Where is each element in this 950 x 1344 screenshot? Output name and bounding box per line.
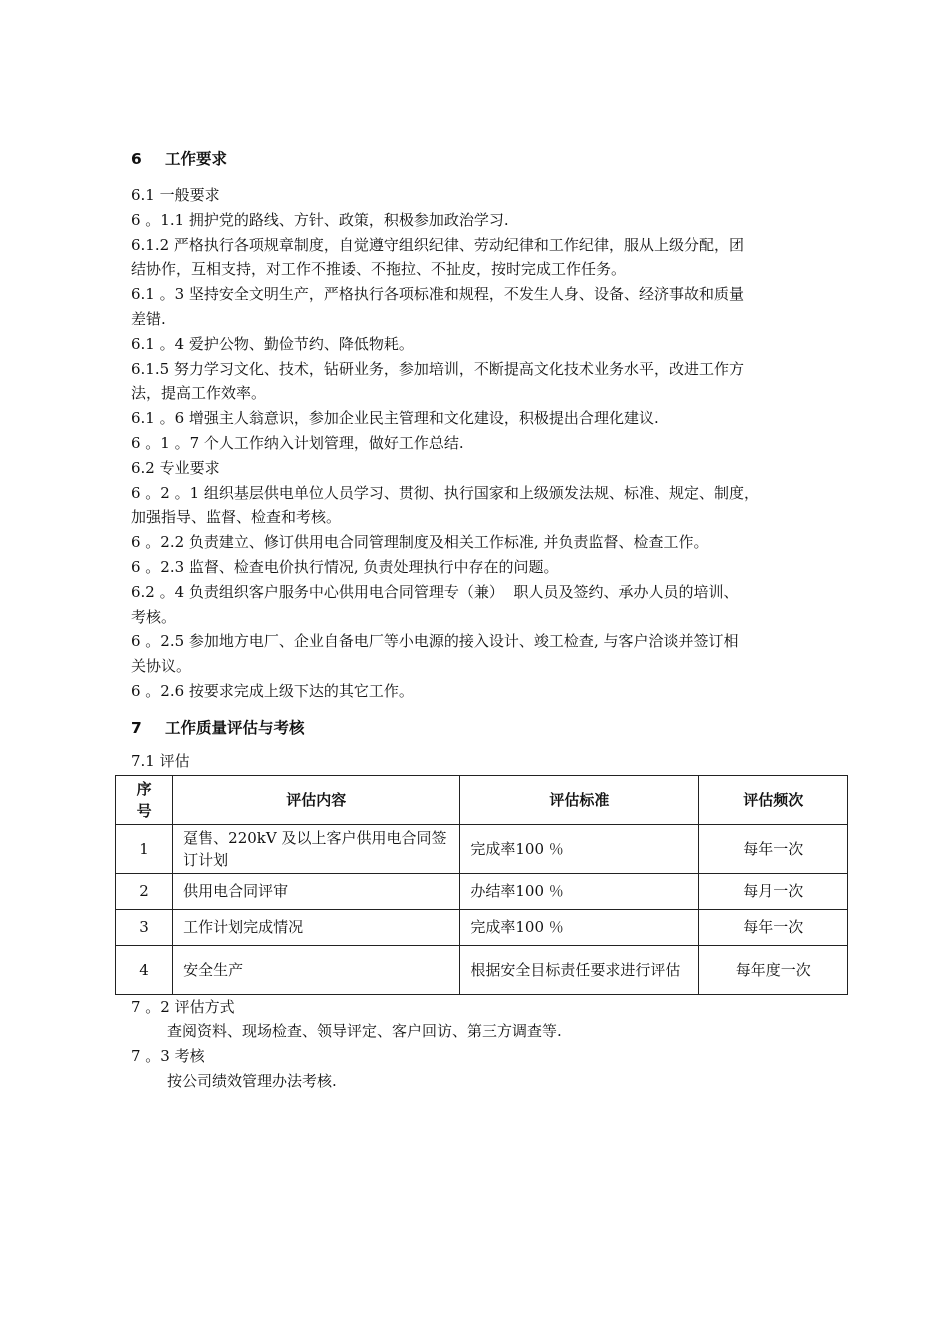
section-6-number: 6	[131, 150, 142, 168]
table-header-row	[116, 775, 848, 824]
subsection-7-2-text: 查阅资料、现场检查、领导评定、客户回访、第三方调查等.	[167, 1022, 562, 1041]
text-line: 6 。1 。7 个人工作纳入计划管理，做好工作总结.	[131, 433, 464, 452]
evaluation-table	[115, 775, 848, 995]
section-6-title: 工作要求	[165, 150, 228, 168]
cell-standard: 完成率100 ％	[460, 909, 699, 945]
text-line: 关协议。	[131, 657, 192, 676]
text-line: 法，提高工作效率。	[131, 384, 267, 403]
text-line: 差错.	[131, 309, 166, 328]
cell-frequency: 每年一次	[699, 909, 848, 945]
subsection-7-3-text: 按公司绩效管理办法考核.	[167, 1071, 337, 1090]
cell-standard: 完成率100 ％	[460, 824, 699, 873]
text-line: 6.2 专业要求	[131, 458, 220, 477]
cell-frequency: 每年一次	[699, 824, 848, 873]
cell-standard: 办结率100 ％	[460, 873, 699, 909]
table-row	[116, 824, 848, 873]
document-page	[131, 147, 866, 1094]
cell-standard: 根据安全目标责任要求进行评估	[460, 945, 699, 994]
cell-index: 2	[116, 873, 173, 909]
subsection-7-3-title: 7 。3 考核	[131, 1047, 205, 1066]
cell-content: 趸售、220kV 及以上客户供用电合同签订计划	[173, 824, 460, 873]
text-line: 考核。	[131, 607, 177, 626]
table-row	[116, 945, 848, 994]
section-6-heading	[131, 147, 866, 171]
cell-content: 工作计划完成情况	[173, 909, 460, 945]
cell-index: 3	[116, 909, 173, 945]
subsection-7-2-title: 7 。2 评估方式	[131, 997, 235, 1016]
cell-content: 安全生产	[173, 945, 460, 994]
text-line: 6.1.5 努力学习文化、技术，钻研业务，参加培训，不断提高文化技术业务水平，改进工作方	[131, 359, 744, 378]
text-line: 6.1 。3 坚持安全文明生产，严格执行各项标准和规程，不发生人身、设备、经济事故和质量	[131, 285, 744, 304]
text-line: 6 。2.6 按要求完成上级下达的其它工作。	[131, 681, 414, 700]
header-index: 序 号	[116, 775, 173, 824]
section-7-number: 7	[131, 718, 142, 737]
text-line: 6.1.2 严格执行各项规章制度，自觉遵守组织纪律、劳动纪律和工作纪律，服从上级分配，团	[131, 235, 744, 254]
subsection-7-1-title: 7.1 评估	[131, 751, 190, 770]
text-line: 6 。2 。1 组织基层供电单位人员学习、贯彻、执行国家和上级颁发法规、标准、规定、制度，	[131, 483, 759, 502]
cell-frequency: 每年度一次	[699, 945, 848, 994]
cell-index: 1	[116, 824, 173, 873]
table-row	[116, 873, 848, 909]
text-line: 加强指导、监督、检查和考核。	[131, 508, 342, 527]
text-line: 6.2 。4 负责组织客户服务中心供用电合同管理专（兼） 职人员及签约、承办人员的培训、	[131, 582, 739, 601]
text-line: 6 。2.2 负责建立、修订供用电合同管理制度及相关工作标准, 并负责监督、检查工作。	[131, 533, 709, 552]
cell-frequency: 每月一次	[699, 873, 848, 909]
header-content: 评估内容	[173, 775, 460, 824]
text-line: 6 。1.1 拥护党的路线、方针、政策，积极参加政治学习.	[131, 210, 509, 229]
section-6-body	[131, 183, 866, 704]
text-line: 6.1 一般要求	[131, 186, 220, 204]
text-line: 6 。2.3 监督、检查电价执行情况, 负责处理执行中存在的问题。	[131, 557, 559, 576]
text-line: 结协作，互相支持，对工作不推诿、不拖拉、不扯皮，按时完成工作任务。	[131, 260, 627, 279]
text-line: 6 。2.5 参加地方电厂、企业自备电厂等小电源的接入设计、竣工检查, 与客户洽谈并签订相	[131, 632, 739, 651]
section-7-title: 工作质量评估与考核	[165, 718, 305, 737]
header-frequency: 评估频次	[699, 775, 848, 824]
text-line: 6.1 。6 增强主人翁意识，参加企业民主管理和文化建设，积极提出合理化建议.	[131, 409, 659, 428]
cell-content: 供用电合同评审	[173, 873, 460, 909]
header-standard: 评估标准	[460, 775, 699, 824]
text-line: 6.1 。4 爱护公物、勤俭节约、降低物耗。	[131, 334, 414, 353]
cell-index: 4	[116, 945, 173, 994]
section-7-heading	[131, 716, 866, 740]
table-row	[116, 909, 848, 945]
